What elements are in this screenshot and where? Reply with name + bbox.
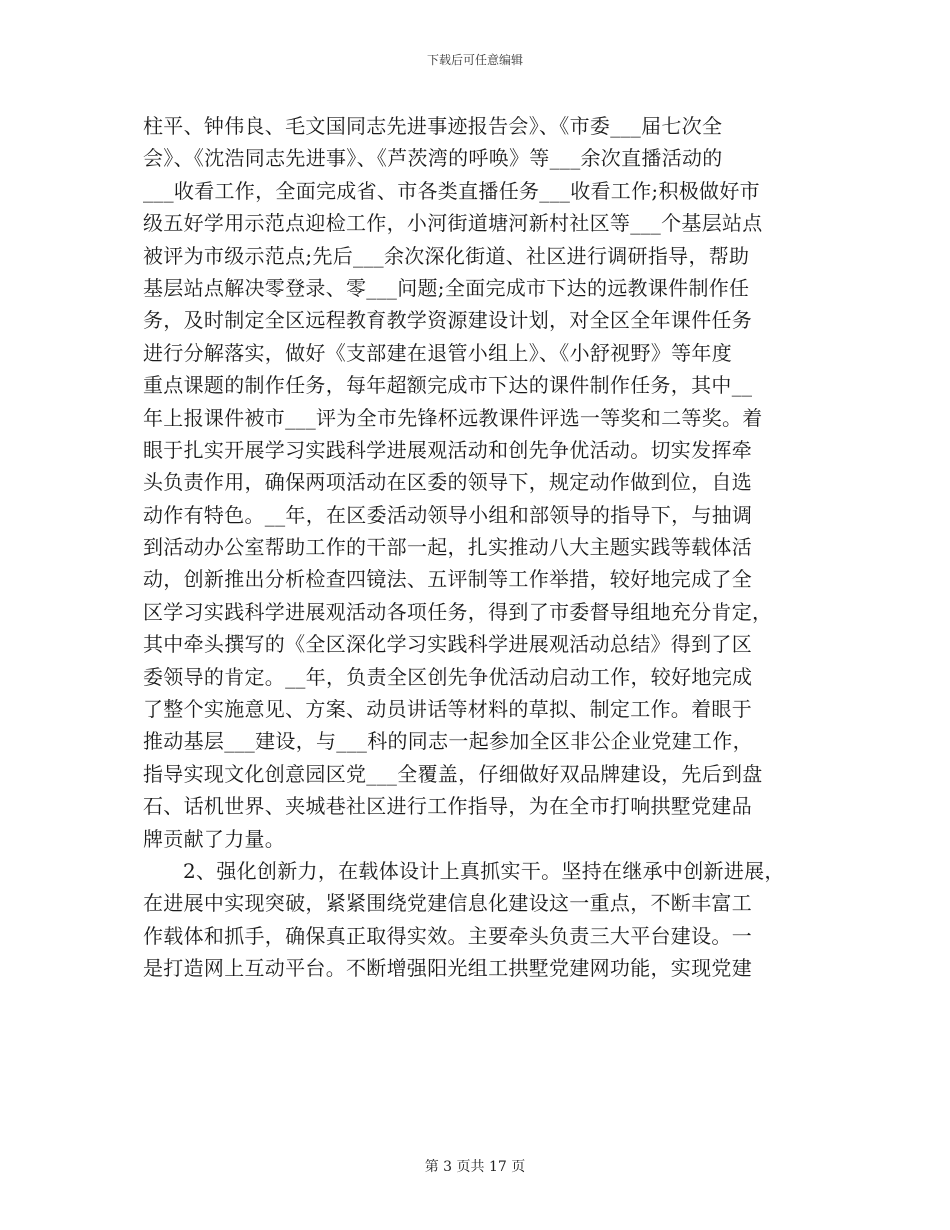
text-line: 级五好学用示范点迎检工作，小河街道塘河新村社区等___个基层站点 [143,211,763,236]
paragraph-start-line: 2、强化创新力，在载体设计上真抓实干。坚持在继承中创新进展， [183,858,785,883]
text-line: 基层站点解决零登录、零___问题;全面完成市下达的远教课件制作任 [143,275,750,300]
text-line: 眼于扎实开展学习实践科学进展观活动和创先争优活动。切实发挥牵 [143,437,752,462]
text-line: 石、话机世界、夹城巷社区进行工作指导，为在全市打响拱墅党建品 [143,794,752,819]
text-line: 被评为市级示范点;先后___余次深化街道、社区进行调研指导，帮助 [143,243,750,268]
text-line: 进行分解落实，做好《支部建在退管小组上》、《小舒视野》等年度 [143,340,732,365]
text-line: 委领导的肯定。__年，负责全区创先争优活动启动工作，较好地完成 [143,664,753,689]
text-line: 作载体和抓手，确保真正取得实效。主要牵头负责三大平台建设。一 [143,923,752,948]
page-header: 下载后可任意编辑 [426,53,523,67]
page-number-footer: 第 3 页共 17 页 [424,1159,526,1175]
text-line: 到活动办公室帮助工作的干部一起，扎实推动八大主题实践等载体活 [143,535,752,560]
text-line: 指导实现文化创意园区党___全覆盖，仔细做好双品牌建设，先后到盘 [143,761,763,786]
text-line: 其中牵头撰写的《全区深化学习实践科学进展观活动总结》得到了区 [143,632,752,657]
text-line: 年上报课件被市___评为全市先锋杯远教课件评选一等奖和二等奖。着 [143,405,763,430]
text-line: ___收看工作，全面完成省、市各类直播任务___收看工作;积极做好市 [143,178,760,203]
text-line: 重点课题的制作任务，每年超额完成市下达的课件制作任务，其中__ [143,373,753,398]
text-line: 区学习实践科学进展观活动各项任务，得到了市委督导组地充分肯定， [143,599,773,624]
text-line: 会》、《沈浩同志先进事》、《芦茨湾的呼唤》等___余次直播活动的 [143,146,723,171]
text-line: 推动基层___建设，与___科的同志一起参加全区非公企业党建工作， [143,729,753,754]
text-line: 是打造网上互动平台。不断增强阳光组工拱墅党建网功能，实现党建 [143,956,752,981]
text-line: 务，及时制定全区远程教育教学资源建设计划，对全区全年课件任务 [143,308,752,333]
body-text [143,110,803,985]
text-line: 牌贡献了力量。 [143,826,286,851]
text-line: 动，创新推出分析检查四镜法、五评制等工作举措，较好地完成了全 [143,567,752,592]
text-line: 了整个实施意见、方案、动员讲话等材料的草拟、制定工作。着眼于 [143,697,752,722]
text-line: 在进展中实现突破，紧紧围绕党建信息化建设这一重点，不断丰富工 [143,891,752,916]
text-line: 动作有特色。__年，在区委活动领导小组和部领导的指导下，与抽调 [143,502,753,527]
text-line: 柱平、钟伟良、毛文国同志先进事迹报告会》、《市委___届七次全 [143,114,723,138]
text-line: 头负责作用，确保两项活动在区委的领导下，规定动作做到位，自选 [143,470,752,495]
